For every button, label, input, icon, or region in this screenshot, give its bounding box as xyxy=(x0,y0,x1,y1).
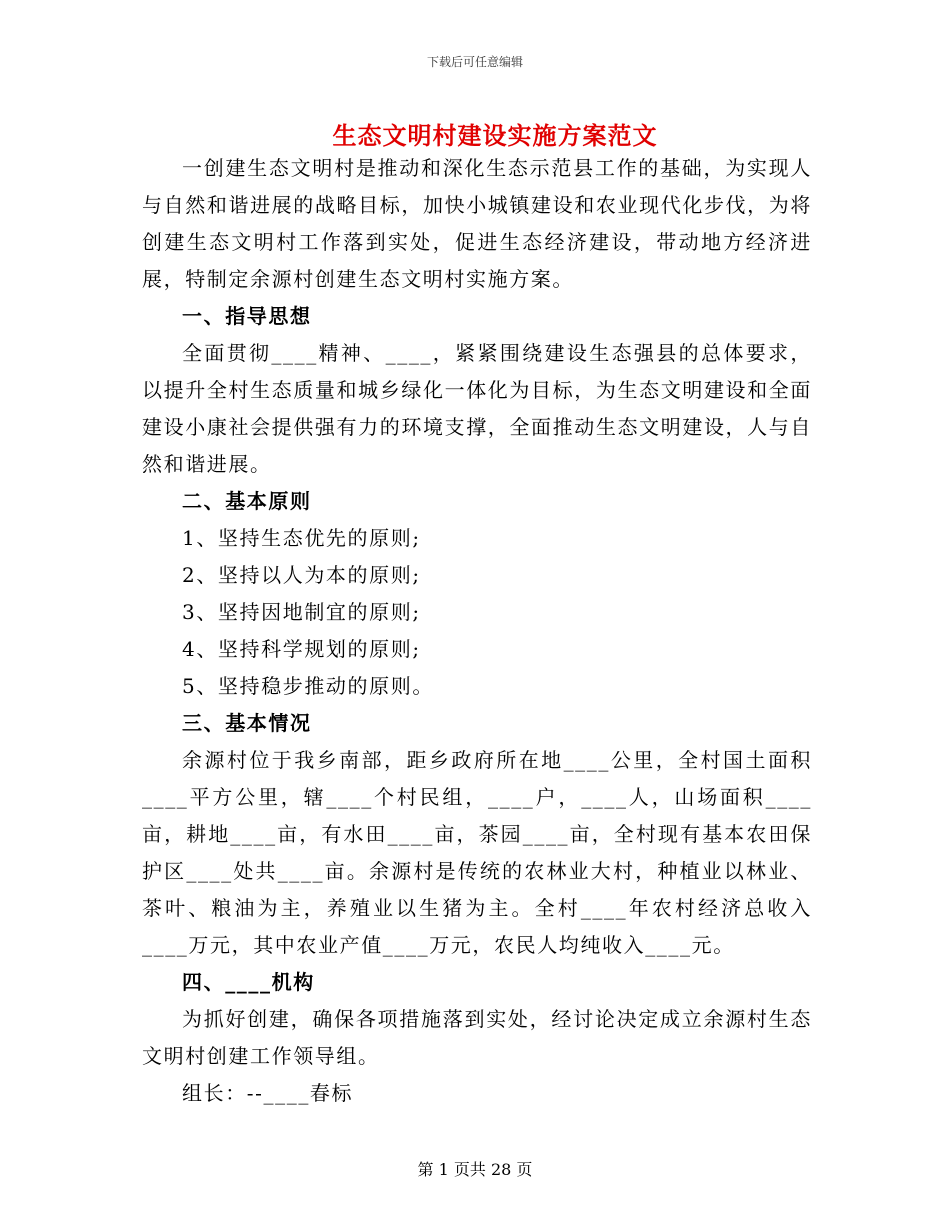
principle-item: 3、坚持因地制宜的原则; xyxy=(182,600,421,624)
section-heading-organization: 四、____机构 xyxy=(182,970,315,994)
section-heading-basic-principles: 二、基本原则 xyxy=(182,489,312,513)
header-note: 下载后可任意编辑 xyxy=(426,55,523,69)
principle-item: 4、坚持科学规划的原则; xyxy=(182,637,421,661)
group-leader-line: 组长：--____春标 xyxy=(182,1081,354,1105)
basic-situation-paragraph: 余源村位于我乡南部，距乡政府所在地____公里，全村国土面积____平方公里，辖____个村民组，____户，____人，山场面积____亩，耕地____亩，有水田____亩，茶园____亩，全村现有基本农田保护区____处共____亩。余源村是传统的农林业大村，种植业以林业、茶叶、粮油为主，养殖业以生猪为主。全村____年农村经济总收入____万元，其中农业产值____万元，农民人均纯收入____元。 xyxy=(142,748,812,957)
document-title: 生态文明村建设实施方案范文 xyxy=(332,121,658,150)
section-heading-basic-situation: 三、基本情况 xyxy=(182,711,312,735)
principle-item: 5、坚持稳步推动的原则。 xyxy=(182,674,434,698)
principle-item: 1、坚持生态优先的原则; xyxy=(182,526,421,550)
page-number: 第 1 页共 28 页 xyxy=(417,1160,533,1179)
section-heading-guiding-ideology: 一、指导思想 xyxy=(182,304,312,328)
principle-item: 2、坚持以人为本的原则; xyxy=(182,563,421,587)
guiding-ideology-paragraph: 全面贯彻____精神、____，紧紧围绕建设生态强县的总体要求，以提升全村生态质量和城乡绿化一体化为目标，为生态文明建设和全面建设小康社会提供强有力的环境支撑，全面推动生态文明建设，人与自然和谐进展。 xyxy=(142,341,812,476)
intro-paragraph: 一创建生态文明村是推动和深化生态示范县工作的基础，为实现人与自然和谐进展的战略目标，加快小城镇建设和农业现代化步伐，为将创建生态文明村工作落到实处，促进生态经济建设，带动地方经济进展，特制定余源村创建生态文明村实施方案。 xyxy=(142,156,812,291)
organization-paragraph: 为抓好创建，确保各项措施落到实处，经讨论决定成立余源村生态文明村创建工作领导组。 xyxy=(142,1007,812,1068)
document-body xyxy=(142,150,812,1112)
